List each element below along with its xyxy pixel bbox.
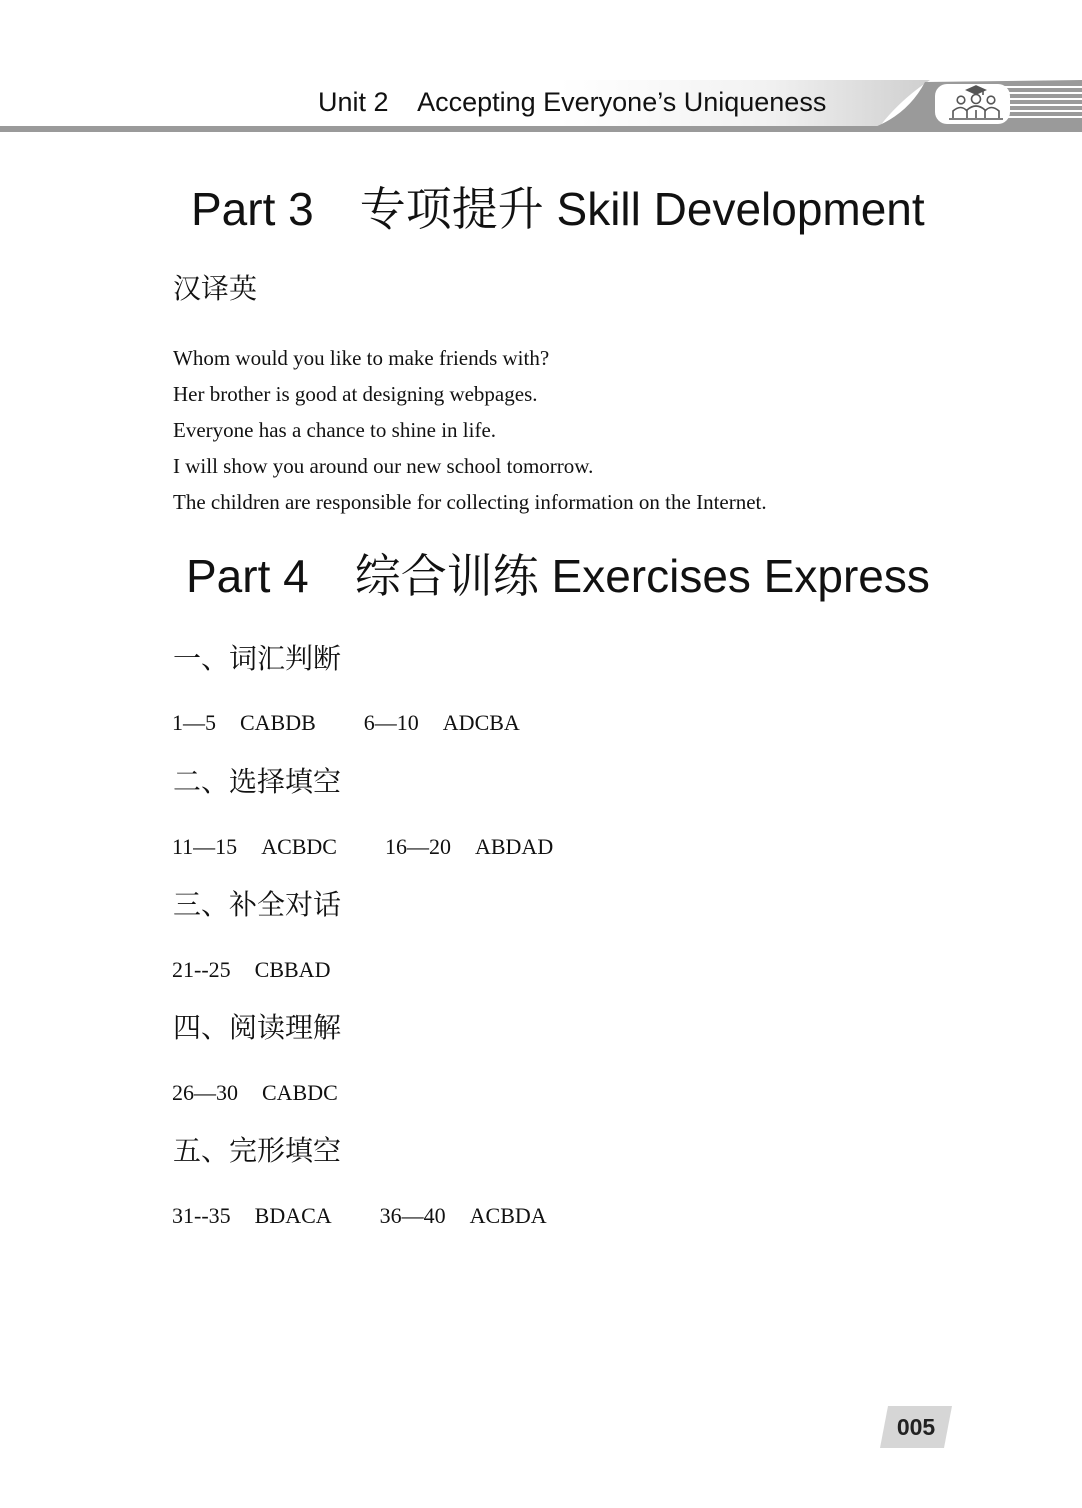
answer-letters: ACBDA bbox=[469, 1203, 547, 1228]
section-heading: 一、词汇判断 bbox=[173, 642, 342, 675]
answer-line bbox=[172, 836, 553, 858]
answer-range: 1—5 bbox=[172, 710, 216, 735]
sentence: Everyone has a chance to shine in life. bbox=[173, 418, 497, 442]
header-title bbox=[318, 87, 826, 118]
part3-heading bbox=[191, 183, 925, 235]
students-graduation-cap-icon bbox=[945, 84, 1007, 124]
answer-range: 11—15 bbox=[172, 834, 238, 859]
answer-range: 21--25 bbox=[172, 957, 231, 982]
page-number-badge bbox=[880, 1406, 952, 1448]
answer-letters: CABDB bbox=[240, 710, 316, 735]
answer-letters: ABDAD bbox=[474, 834, 554, 859]
answer-line bbox=[172, 1082, 338, 1104]
answer-range: 16—20 bbox=[384, 834, 451, 859]
answer-range: 6—10 bbox=[363, 710, 419, 735]
sentence: I will show you around our new school tomorrow. bbox=[173, 454, 594, 478]
part3-label: Part 3 bbox=[191, 183, 314, 235]
section-heading: 三、补全对话 bbox=[173, 888, 342, 921]
unit-title: Accepting Everyone’s Uniqueness bbox=[417, 87, 827, 117]
answer-line bbox=[172, 959, 330, 981]
part3-title: 专项提升 Skill Development bbox=[359, 183, 925, 235]
section-heading: 二、选择填空 bbox=[173, 765, 342, 798]
answer-letters: ADCBA bbox=[442, 710, 520, 735]
sentence: Whom would you like to make friends with? bbox=[173, 346, 550, 370]
answer-letters: CABDC bbox=[262, 1080, 338, 1105]
page-header bbox=[0, 0, 1082, 140]
part4-heading bbox=[186, 550, 930, 602]
translation-sentences bbox=[173, 340, 767, 520]
answer-letters: CBBAD bbox=[254, 957, 331, 982]
part4-label: Part 4 bbox=[186, 550, 309, 602]
sentence: Her brother is good at designing webpages. bbox=[173, 382, 538, 406]
section-heading: 四、阅读理解 bbox=[173, 1011, 342, 1044]
part3-section-heading: 汉译英 bbox=[173, 272, 258, 305]
sentence: The children are responsible for collecting information on the Internet. bbox=[173, 490, 767, 514]
section-heading: 五、完形填空 bbox=[173, 1134, 342, 1167]
answer-range: 31--35 bbox=[172, 1203, 231, 1228]
answer-letters: ACBDC bbox=[261, 834, 337, 859]
answer-line bbox=[172, 1205, 547, 1227]
part4-title: 综合训练 Exercises Express bbox=[354, 550, 930, 602]
answer-line bbox=[172, 712, 520, 734]
unit-label: Unit 2 bbox=[318, 87, 389, 117]
answer-range: 36—40 bbox=[379, 1203, 446, 1228]
answer-range: 26—30 bbox=[172, 1080, 238, 1105]
header-band bbox=[0, 0, 1082, 140]
answer-letters: BDACA bbox=[254, 1203, 332, 1228]
page-number: 005 bbox=[896, 1414, 936, 1440]
